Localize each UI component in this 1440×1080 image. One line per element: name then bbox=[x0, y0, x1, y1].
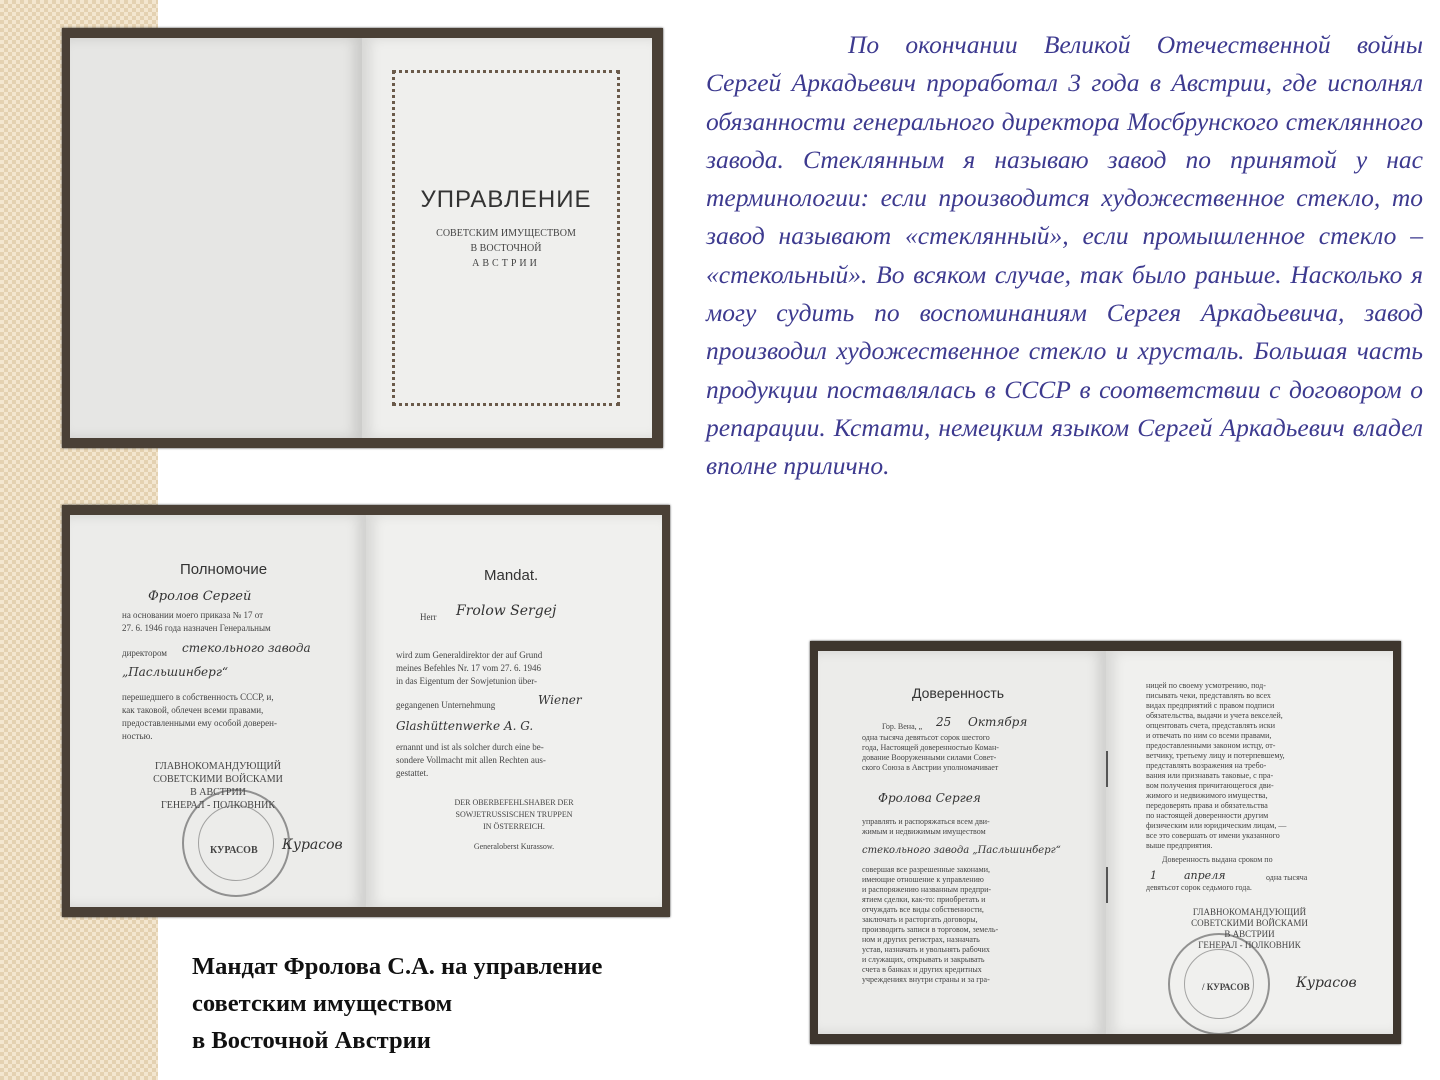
mandat-ru-sig-3: В АВСТРИИ bbox=[190, 787, 246, 798]
mandat-de-text-5: ernannt und ist als solcher durch eine be- bbox=[396, 742, 544, 752]
dov-r-4: обязательства, выдачи и учета векселей, bbox=[1146, 711, 1283, 720]
binding-stitch-bottom bbox=[1106, 867, 1108, 903]
mandat-right-page bbox=[366, 515, 662, 907]
dov-text-17: и служащих, открывать и закрывать bbox=[862, 955, 985, 964]
dov-r-19: одна тысяча bbox=[1266, 873, 1308, 882]
dov-hand-1: стекольного завода „Пасльшинберг“ bbox=[862, 845, 1061, 856]
doverennost-right-page bbox=[1106, 651, 1393, 1034]
mandat-ru-hand-1: стекольного завода bbox=[182, 641, 311, 655]
dov-r-14: по настоящей доверенности другим bbox=[1146, 811, 1269, 820]
booklet-subtitle-2: В ВОСТОЧНОЙ bbox=[470, 243, 542, 254]
dov-text-14: производить записи в торговом, земель- bbox=[862, 925, 999, 934]
dov-name: Фролова Сергея bbox=[878, 791, 981, 805]
dov-text-5: ского Союза в Австрии уполномачивает bbox=[862, 763, 999, 772]
dov-r-8: ветчику, третьему лицу и потерпевшему, bbox=[1146, 751, 1285, 760]
dov-date-prefix: Гор. Вена, „ bbox=[882, 722, 923, 731]
booklet-subtitle-3: АВСТРИИ bbox=[472, 258, 540, 269]
dov-r-sig-3: В АВСТРИИ bbox=[1224, 929, 1275, 939]
mandat-de-hand-2: Glashüttenwerke A. G. bbox=[396, 719, 534, 733]
binding-stitch-top bbox=[1106, 751, 1108, 787]
dov-r-6: и отвечать по ним со всеми правами, bbox=[1146, 731, 1272, 740]
caption-line-2: советским имуществом bbox=[192, 990, 453, 1017]
mandat-ru-text-6: предоставленными ему особой доверен- bbox=[122, 718, 277, 728]
mandat-de-sig-1: DER OBERBEFEHLSHABER DER bbox=[454, 798, 574, 807]
dov-r-9: представлять возражения на требо- bbox=[1146, 761, 1267, 770]
mandat-ru-text-5: как таковой, облечен всеми правами, bbox=[122, 705, 264, 715]
biography-paragraph bbox=[706, 26, 1423, 486]
mandat-de-sig-4: Generaloberst Kurassow. bbox=[473, 842, 555, 851]
doverennost-left-page bbox=[818, 651, 1106, 1034]
dov-text-3: года, Настоящей доверенностью Коман- bbox=[862, 743, 999, 752]
dov-date-day: 25 bbox=[936, 715, 952, 729]
dov-r-10: вания или признавать таковые, с пра- bbox=[1146, 771, 1274, 780]
dov-text-18: счета в банках и других кредитных bbox=[862, 965, 982, 974]
mandat-de-text-1: wird zum Generaldirektor der auf Grund bbox=[396, 650, 543, 660]
dov-text-12: отчуждать все виды собственности, bbox=[862, 905, 984, 914]
mandat-de-hand-1: Wiener bbox=[538, 693, 582, 707]
dov-r-12: жимого и недвижимого имущества, bbox=[1146, 791, 1268, 800]
mandat-ru-name: Фролов Сергей bbox=[148, 589, 252, 604]
mandat-left-page bbox=[70, 515, 366, 907]
dov-text-15: ном и других регистрах, назначать bbox=[862, 935, 980, 944]
dov-text-16: устав, назначать и увольнять рабочих bbox=[862, 945, 990, 954]
dov-r-7: предоставленными законом истцу, от- bbox=[1146, 741, 1276, 750]
mandat-de-title: Mandat. bbox=[484, 567, 539, 584]
dov-r-18: Доверенность выдана сроком по bbox=[1162, 855, 1273, 864]
dov-r-sig-4: ГЕНЕРАЛ - ПОЛКОВНИК bbox=[1198, 940, 1301, 950]
mandat-ru-text-4: перешедшего в собственность СССР, и, bbox=[122, 692, 274, 702]
booklet-left-page bbox=[70, 38, 362, 438]
mandat-de-text-7: gestattet. bbox=[396, 768, 429, 778]
dov-r-17: выше предприятия. bbox=[1146, 841, 1213, 850]
photo-caption bbox=[192, 948, 752, 1059]
booklet-right-page bbox=[362, 38, 652, 438]
dov-date-month: Октября bbox=[968, 715, 1028, 729]
dov-r-sig-2: СОВЕТСКИМИ ВОЙСКАМИ bbox=[1191, 918, 1308, 928]
dov-text-2: одна тысяча девятьсот сорок шестого bbox=[862, 733, 990, 742]
photo-doverennost bbox=[810, 641, 1401, 1044]
dov-r-sig-1: ГЛАВНОКОМАНДУЮЩИЙ bbox=[1192, 907, 1307, 917]
dov-r-1: ницей по своему усмотрению, под- bbox=[1146, 681, 1266, 690]
mandat-ru-sig-1: ГЛАВНОКОМАНДУЮЩИЙ bbox=[155, 761, 281, 772]
dov-r-16: все это совершать от имени указанного bbox=[1146, 831, 1280, 840]
biography-paragraph-text: По окончании Великой Отечественной войны Сергей Аркадьевич проработал 3 года в Австрии, где исполнял обязанности генерального директора Мосбрунского стеклянного завода. Стеклянным я называю завод по принятой у нас терминологии: если производится художественное стекло, то завод называют «стеклянный», если промышленное стекло – «стекольный». Во всяком случае, так было раньше. Насколько я могу судить по воспоминаниям Сергея Аркадьевича, завод производил художественное стекло и хрусталь. Большая часть продукции поставлялась в СССР в соответствии с договором о репарации. Кстати, немецким языком Сергей Аркадьевич владел вполне прилично. bbox=[706, 30, 1423, 481]
mandat-ru-title: Полномочие bbox=[180, 561, 268, 578]
dov-text-11: ятием сделки, как-то: приобретать и bbox=[862, 895, 986, 904]
mandat-ru-hand-2: „Пасльшинберг“ bbox=[122, 665, 229, 679]
dov-r-2: писывать чеки, представлять во всех bbox=[1146, 691, 1271, 700]
mandat-de-name: Frolow Sergej bbox=[456, 603, 557, 619]
dov-r-signature: Курасов bbox=[1296, 975, 1357, 991]
dov-text-6: управлять и распоряжаться всем дви- bbox=[862, 817, 990, 826]
photo-booklet-cover bbox=[62, 28, 663, 448]
dov-text-8: совершая все разрешенные законами, bbox=[862, 865, 990, 874]
mandat-de-sig-2: SOWJETRUSSISCHEN TRUPPEN bbox=[455, 810, 573, 819]
mandat-ru-text-2: 27. 6. 1946 года назначен Генеральным bbox=[122, 623, 271, 633]
dov-r-5: опцентовать счета, представлять иски bbox=[1146, 721, 1276, 730]
mandat-de-text-6: sondere Vollmacht mit allen Rechten aus- bbox=[396, 755, 546, 765]
dov-r-sig-5: / КУРАСОВ bbox=[1202, 982, 1250, 992]
dov-r-hand-day: 1 bbox=[1150, 869, 1157, 882]
mandat-de-text-3: in das Eigentum der Sowjetunion über- bbox=[396, 676, 538, 686]
doverennost-title: Доверенность bbox=[912, 685, 1005, 701]
mandat-de-text-4: gegangenen Unternehmung bbox=[396, 700, 496, 710]
dov-r-13: передоверять права и обязательства bbox=[1146, 801, 1268, 810]
mandat-ru-text-3: директором bbox=[122, 648, 167, 658]
mandat-ru-sig-5: КУРАСОВ bbox=[210, 845, 258, 856]
dov-r-hand-month: апреля bbox=[1184, 869, 1226, 882]
dov-r-11: вом получения причитающегося дви- bbox=[1146, 781, 1274, 790]
dov-r-15: физическим или юридическим лицам, — bbox=[1146, 821, 1287, 830]
mandat-de-herr: Herr bbox=[420, 612, 437, 622]
photo-mandat bbox=[62, 505, 670, 917]
mandat-ru-text-7: ностью. bbox=[122, 731, 153, 741]
dov-r-3: видах предприятий с правом подписи bbox=[1146, 701, 1275, 710]
dov-text-13: заключать и расторгать договоры, bbox=[862, 915, 978, 924]
mandat-ru-sig-4: ГЕНЕРАЛ - ПОЛКОВНИК bbox=[161, 800, 275, 811]
booklet-subtitle-1: СОВЕТСКИМ ИМУЩЕСТВОМ bbox=[436, 228, 576, 239]
mandat-ru-signature: Курасов bbox=[282, 837, 343, 853]
dov-text-7: жимым и недвижимым имуществом bbox=[862, 827, 986, 836]
caption-line-1: Мандат Фролова С.А. на управление bbox=[192, 953, 603, 980]
dov-text-9: имеющие отношение к управлению bbox=[862, 875, 984, 884]
dov-text-4: дование Вооруженными силами Совет- bbox=[862, 753, 997, 762]
dov-text-19: учреждениях внутри страны и за гра- bbox=[862, 975, 990, 984]
mandat-de-sig-3: IN ÖSTERREICH. bbox=[483, 822, 545, 831]
caption-line-3: в Восточной Австрии bbox=[192, 1027, 431, 1054]
mandat-ru-text-1: на основании моего приказа № 17 от bbox=[122, 610, 264, 620]
mandat-ru-sig-2: СОВЕТСКИМИ ВОЙСКАМИ bbox=[153, 774, 283, 785]
mandat-de-text-2: meines Befehles Nr. 17 vom 27. 6. 1946 bbox=[396, 663, 541, 673]
booklet-title: УПРАВЛЕНИЕ bbox=[420, 186, 592, 213]
dov-text-10: и распоряжению названным предпри- bbox=[862, 885, 992, 894]
dov-r-20: девятьсот сорок седьмого года. bbox=[1146, 883, 1252, 892]
mandat-stamp bbox=[182, 789, 290, 897]
